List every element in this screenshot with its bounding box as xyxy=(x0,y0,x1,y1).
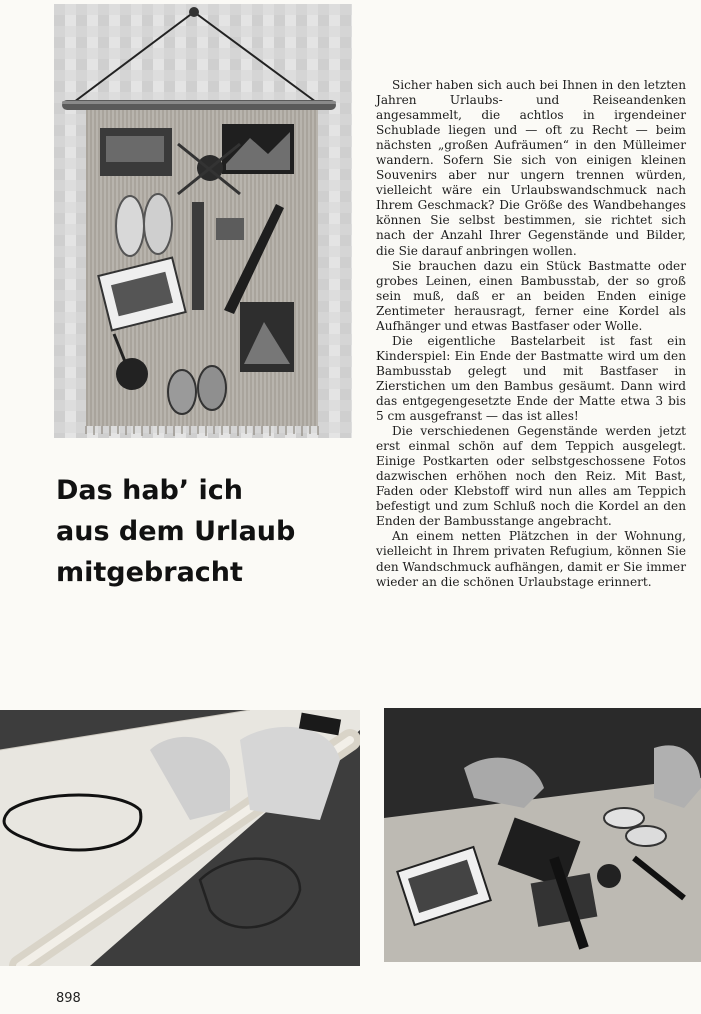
article-headline xyxy=(56,470,356,593)
article-paragraph: Sie brauchen dazu ein Stück Bastmatte oder grobes Leinen, einen Bambusstab, der so groß sein muß, daß er an beiden Enden einige Zentimeter herausragt, ferner eine Kordel als Aufhänger und etwas Bastfaser oder Wolle. xyxy=(376,258,686,333)
wall-hanging-illustration xyxy=(54,4,352,438)
article-paragraph: Sicher haben sich auch bei Ihnen in den letzten Jahren Urlaubs- und Reiseandenken angesammelt, die achtlos in irgendeiner Schublade liegen und — oft zu Recht — beim nächsten „großen Aufräumen“ in den Mülleimer wandern. Sofern Sie sich von einigen kleinen Souvenirs aber nur ungern trennen würden, vielleicht wäre ein Urlaubswandschmuck nach Ihrem Geschmack? Die Größe des Wandbehanges können Sie selbst bestimmen, sie richtet sich nach der Anzahl Ihrer Gegenstände und Bilder, die Sie darauf anbringen wollen. xyxy=(376,78,686,258)
sewing-bamboo-photo xyxy=(0,710,360,966)
souvenirs-layout-photo xyxy=(384,708,701,962)
layout-illustration xyxy=(384,708,701,962)
headline-line-1: Das hab’ ich xyxy=(56,475,244,506)
page-number: 898 xyxy=(56,991,81,1006)
article-paragraph: An einem netten Plätzchen in der Wohnung, vielleicht in Ihrem privaten Refugium, können Sie den Wandschmuck aufhängen, damit er Sie immer wieder an die schönen Urlaubstage erinnert. xyxy=(376,529,686,589)
headline-line-3: mitgebracht xyxy=(56,557,243,588)
article-paragraph: Die verschiedenen Gegenstände werden jetzt erst einmal schön auf dem Teppich ausgelegt. Einige Postkarten oder selbstgeschossene Fotos dazwischen erhöhen noch den Reiz. Mit Bast, Faden oder Klebstoff wird nun alles am Teppich befestigt und zum Schluß noch die Kordel an den Enden der Bambusstange angebracht. xyxy=(376,424,686,529)
article-paragraph: Die eigentliche Bastelarbeit ist fast ein Kinderspiel: Ein Ende der Bastmatte wird um den Bambusstab gelegt und mit Bastfaser in Zierstichen um den Bambus gesäumt. Dann wird das entgegengesetzte Ende der Matte etwa 3 bis 5 cm ausgefranst — das ist alles! xyxy=(376,333,686,424)
sewing-illustration xyxy=(0,710,360,966)
headline-line-2: aus dem Urlaub xyxy=(56,516,296,547)
article-body xyxy=(376,78,686,590)
wall-hanging-photo xyxy=(54,4,352,438)
